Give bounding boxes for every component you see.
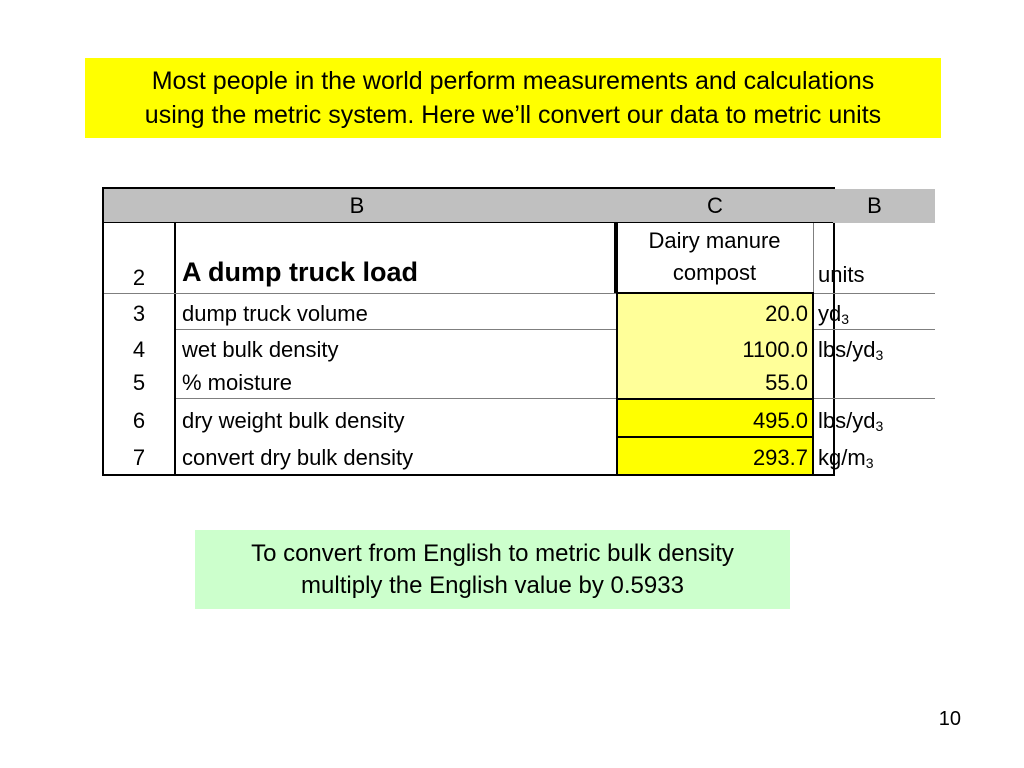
row-label-cell[interactable] xyxy=(176,294,616,330)
row-label-cell[interactable] xyxy=(176,330,616,366)
row-number-label: 4 xyxy=(132,337,146,362)
row-number-label: 3 xyxy=(132,301,146,326)
row-value: 495.0 xyxy=(752,408,808,433)
column-title-line-2: compost xyxy=(672,260,757,285)
row-value-cell[interactable] xyxy=(616,399,814,437)
row-label: convert dry bulk density xyxy=(182,445,414,470)
spreadsheet-table xyxy=(102,187,884,476)
column-header-b[interactable] xyxy=(104,189,616,223)
top-callout xyxy=(85,58,941,138)
row-unit: kg/m xyxy=(818,445,866,470)
row-value-cell[interactable] xyxy=(616,330,814,366)
value-block-divider xyxy=(616,436,814,438)
row-value: 55.0 xyxy=(765,370,808,395)
row-divider xyxy=(104,293,176,294)
bottom-callout-line-2: multiply the English value by 0.5933 xyxy=(301,571,684,599)
column-title-cell[interactable] xyxy=(616,223,814,294)
row-label: wet bulk density xyxy=(182,337,339,362)
units-header: units xyxy=(818,262,865,287)
row-unit: lbs/yd xyxy=(818,337,876,362)
row-number-2-label: 2 xyxy=(132,265,146,290)
row-number-label: 6 xyxy=(132,408,146,433)
column-divider xyxy=(616,223,618,293)
row-divider xyxy=(814,398,935,399)
row-value: 293.7 xyxy=(752,445,808,470)
row-number-label: 7 xyxy=(132,445,146,470)
row-value: 20.0 xyxy=(765,301,808,326)
units-header-cell[interactable] xyxy=(814,223,935,294)
table-title-cell[interactable] xyxy=(176,223,616,294)
row-number-2[interactable] xyxy=(104,223,176,294)
row-divider xyxy=(176,398,616,399)
row-unit-cell[interactable]: yd $^3$ xyxy=(818,301,850,327)
row-divider xyxy=(176,293,616,294)
row-number[interactable] xyxy=(104,294,176,330)
column-header-b-label: B xyxy=(349,193,365,218)
row-value-cell[interactable] xyxy=(616,437,814,474)
row-label-cell[interactable] xyxy=(176,399,616,437)
column-title-line-1: Dairy manure xyxy=(648,228,781,253)
bottom-callout-line-1: To convert from English to metric bulk density xyxy=(251,539,734,567)
row-number[interactable] xyxy=(104,330,176,366)
row-divider xyxy=(176,329,616,330)
row-divider xyxy=(814,329,935,330)
row-number[interactable] xyxy=(104,366,176,399)
row-value: 1100.0 xyxy=(742,337,808,362)
bottom-callout xyxy=(195,530,790,609)
row-number-label: 5 xyxy=(132,370,146,395)
table-title: A dump truck load xyxy=(182,257,419,287)
row-divider xyxy=(814,293,935,294)
header-divider xyxy=(104,222,833,223)
column-header-c-label: C xyxy=(707,193,723,218)
top-callout-line-2: using the metric system. Here we’ll convert our data to metric units xyxy=(144,101,882,129)
row-value-cell[interactable] xyxy=(616,366,814,399)
row-unit-cell[interactable]: lbs/yd $^3$ xyxy=(818,337,884,363)
value-block-divider xyxy=(616,398,814,400)
row-unit: lbs/yd xyxy=(818,408,876,433)
row-number[interactable] xyxy=(104,437,176,474)
row-unit: yd xyxy=(818,301,842,326)
row-unit-cell[interactable]: kg/m $^3$ xyxy=(818,445,874,471)
column-header-b2-label: B xyxy=(867,193,882,218)
column-header-b2[interactable] xyxy=(814,189,935,223)
row-unit-cell[interactable]: lbs/yd $^3$ xyxy=(818,408,884,434)
value-block-top xyxy=(616,292,814,294)
top-callout-line-1: Most people in the world perform measurements and calculations xyxy=(151,67,875,95)
row-label-cell[interactable] xyxy=(176,437,616,474)
page-number: 10 xyxy=(938,708,961,730)
row-unit-cell[interactable] xyxy=(814,366,935,399)
row-label-cell[interactable] xyxy=(176,366,616,399)
row-label: dump truck volume xyxy=(182,301,368,326)
column-header-c[interactable] xyxy=(616,189,814,223)
row-label: dry weight bulk density xyxy=(182,408,405,433)
row-number[interactable] xyxy=(104,399,176,437)
row-value-cell[interactable] xyxy=(616,294,814,330)
row-label: % moisture xyxy=(182,370,293,395)
